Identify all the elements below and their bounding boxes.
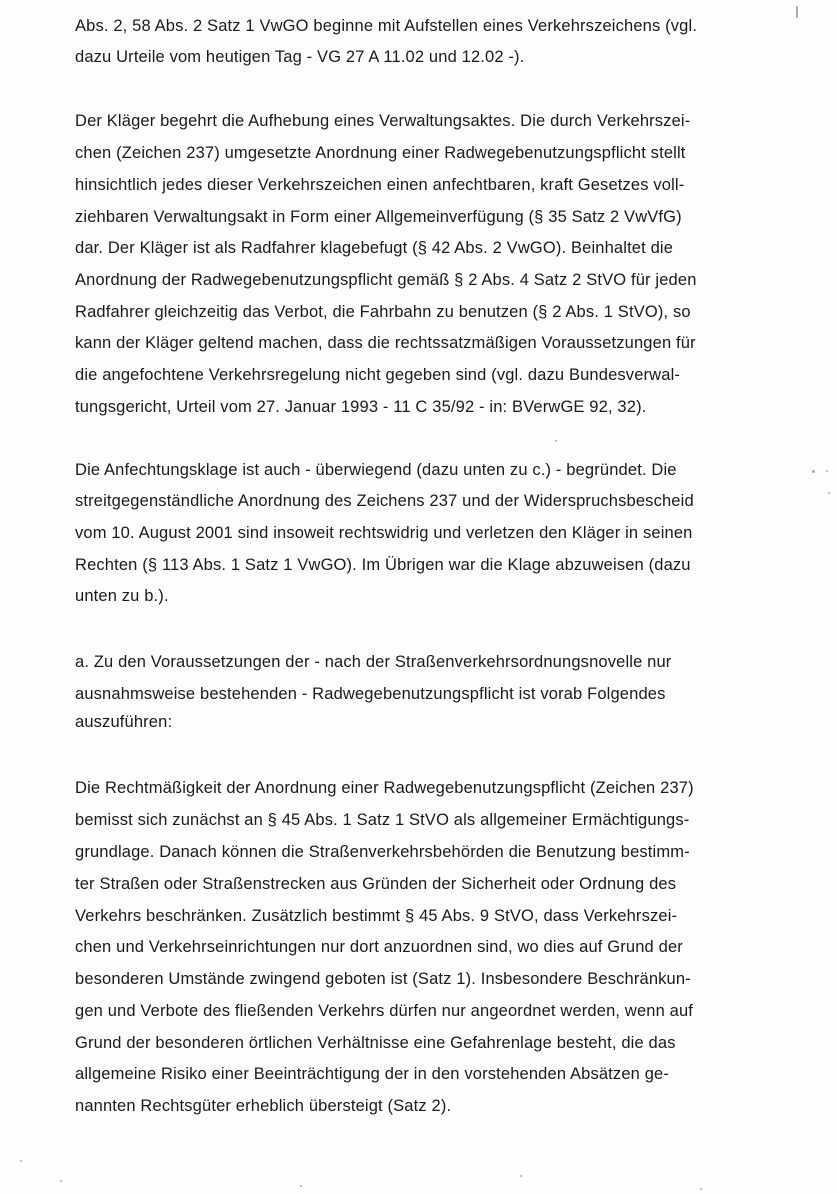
text-line: chen (Zeichen 237) umgesetzte Anordnung einer Radwegebenutzungspflicht stellt — [75, 144, 686, 162]
text-line: Radfahrer gleichzeitig das Verbot, die Fahrbahn zu benutzen (§ 2 Abs. 1 StVO), so — [75, 303, 691, 321]
text-line: streitgegenständliche Anordnung des Zeichens 237 und der Widerspruchsbescheid — [75, 492, 694, 510]
text-line: Die Anfechtungsklage ist auch - überwiegend (dazu unten zu c.) - begründet. Die — [75, 461, 677, 479]
text-line: ausnahmsweise bestehenden - Radwegebenutzungspflicht ist vorab Folgendes — [75, 685, 666, 703]
text-line: allgemeine Risiko einer Beeinträchtigung der in den vorstehenden Absätzen ge- — [75, 1065, 670, 1083]
scan-noise-speck — [300, 1185, 302, 1187]
text-line: tungsgericht, Urteil vom 27. Januar 1993 - 11 C 35/92 - in: BVerwGE 92, 32). — [75, 398, 647, 416]
text-line: Rechten (§ 113 Abs. 1 Satz 1 VwGO). Im Übrigen war die Klage abzuweisen (dazu — [75, 556, 691, 574]
text-line: Anordnung der Radwegebenutzungspflicht gemäß § 2 Abs. 4 Satz 2 StVO für jeden — [75, 271, 697, 289]
scan-noise-speck — [520, 1175, 522, 1177]
text-line: ziehbaren Verwaltungsakt in Form einer Allgemeinverfügung (§ 35 Satz 2 VwVfG) — [75, 208, 682, 226]
text-line: kann der Kläger geltend machen, dass die rechtssatzmäßigen Voraussetzungen für — [75, 334, 696, 352]
text-line: Der Kläger begehrt die Aufhebung eines Verwaltungsaktes. Die durch Verkehrszei- — [75, 112, 691, 130]
text-line: vom 10. August 2001 sind insoweit rechtswidrig und verletzen den Kläger in seinen — [75, 524, 693, 542]
scan-noise-speck — [700, 1188, 702, 1190]
text-line: gen und Verbote des fließenden Verkehrs dürfen nur angeordnet werden, wenn auf — [75, 1002, 694, 1020]
text-line: a. Zu den Voraussetzungen der - nach der Straßenverkehrsordnungsnovelle nur — [75, 653, 672, 671]
scan-noise-speck — [60, 1180, 62, 1182]
text-line: unten zu b.). — [75, 587, 169, 605]
text-line: grundlage. Danach können die Straßenverkehrsbehörden die Benutzung bestimm- — [75, 843, 690, 861]
text-line: dar. Der Kläger ist als Radfahrer klagebefugt (§ 42 Abs. 2 VwGO). Beinhaltet die — [75, 239, 674, 257]
text-line: ter Straßen oder Straßenstrecken aus Gründen der Sicherheit oder Ordnung des — [75, 875, 677, 893]
scan-noise-speck — [555, 440, 557, 442]
text-line: chen und Verkehrseinrichtungen nur dort anzuordnen sind, wo dies auf Grund der — [75, 938, 683, 956]
scan-noise-speck — [826, 470, 828, 472]
scan-noise-speck — [20, 1160, 22, 1162]
text-line: bemisst sich zunächst an § 45 Abs. 1 Satz 1 StVO als allgemeiner Ermächtigungs- — [75, 811, 690, 829]
text-line: dazu Urteile vom heutigen Tag - VG 27 A 11.02 und 12.02 -). — [75, 48, 525, 66]
text-line: besonderen Umstände zwingend geboten ist (Satz 1). Insbesondere Beschränkun- — [75, 970, 691, 988]
text-line: die angefochtene Verkehrsregelung nicht gegeben sind (vgl. dazu Bundesverwal- — [75, 366, 681, 384]
text-line: Abs. 2, 58 Abs. 2 Satz 1 VwGO beginne mit Aufstellen eines Verkehrszeichens (vgl. — [75, 17, 698, 35]
text-line: Verkehrs beschränken. Zusätzlich bestimmt § 45 Abs. 9 StVO, dass Verkehrszei- — [75, 907, 678, 925]
scan-noise-speck — [812, 470, 815, 473]
scan-noise-speck — [828, 492, 830, 494]
text-line: hinsichtlich jedes dieser Verkehrszeichen einen anfechtbaren, kraft Gesetzes voll- — [75, 176, 685, 194]
text-line: Grund der besonderen örtlichen Verhältnisse eine Gefahrenlage besteht, die das — [75, 1034, 676, 1052]
text-line: auszuführen: — [75, 713, 173, 731]
text-line: nannten Rechtsgüter erheblich übersteigt (Satz 2). — [75, 1097, 452, 1115]
text-line: Die Rechtmäßigkeit der Anordnung einer Radwegebenutzungspflicht (Zeichen 237) — [75, 779, 694, 797]
